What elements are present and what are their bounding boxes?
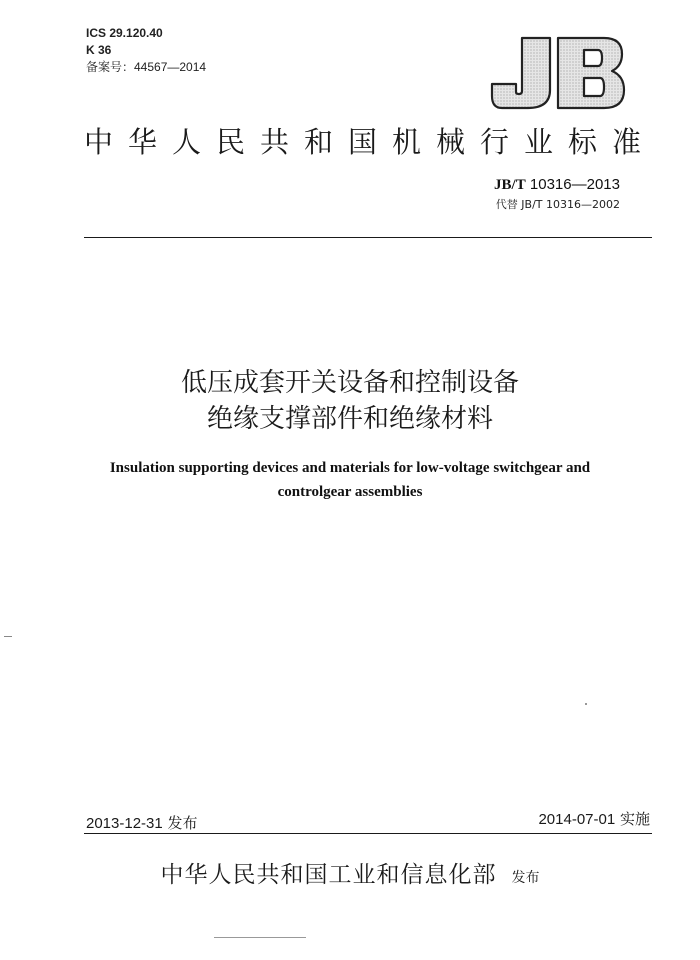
issuer-verb: 发布 [511,870,540,886]
implementation-label: 实施 [619,810,650,828]
title-en-line2: controlgear assemblies [277,484,423,500]
replaces-standard: 代替 JB/T 10316—2002 [495,198,620,211]
industry-standard-title: 中华人民共和国机械行业标准 [84,125,657,159]
jb-logo [488,34,628,112]
footer-divider [84,833,652,834]
ccs-code: K 36 [86,43,112,57]
implementation-date [538,808,650,829]
implementation-date-value: 2014-07-01 [538,811,616,828]
title-en-line1: Insulation supporting devices and materials for low-voltage switchgear and [109,460,591,476]
standard-prefix: JB/T [494,177,526,193]
issuer [0,856,700,889]
issue-date [86,812,198,833]
ics-code: ICS 29.120.40 [86,26,163,40]
issue-label: 发布 [167,814,198,832]
scan-mark-bottom [214,937,306,938]
standard-number [494,176,620,194]
issuer-name: 中华人民共和国工业和信息化部 [160,862,497,888]
standard-code: 10316—2013 [529,176,620,193]
scan-mark-left [4,636,12,637]
title-cn-line1: 低压成套开关设备和控制设备 [180,368,519,398]
jb-logo-graphic [488,34,628,112]
record-number: 备案号：44567—2014 [86,60,207,74]
header-divider [84,237,652,238]
title-cn-line2: 绝缘支撑部件和绝缘材料 [206,404,493,434]
issue-date-value: 2013-12-31 [86,815,163,832]
scan-speck [585,703,587,705]
